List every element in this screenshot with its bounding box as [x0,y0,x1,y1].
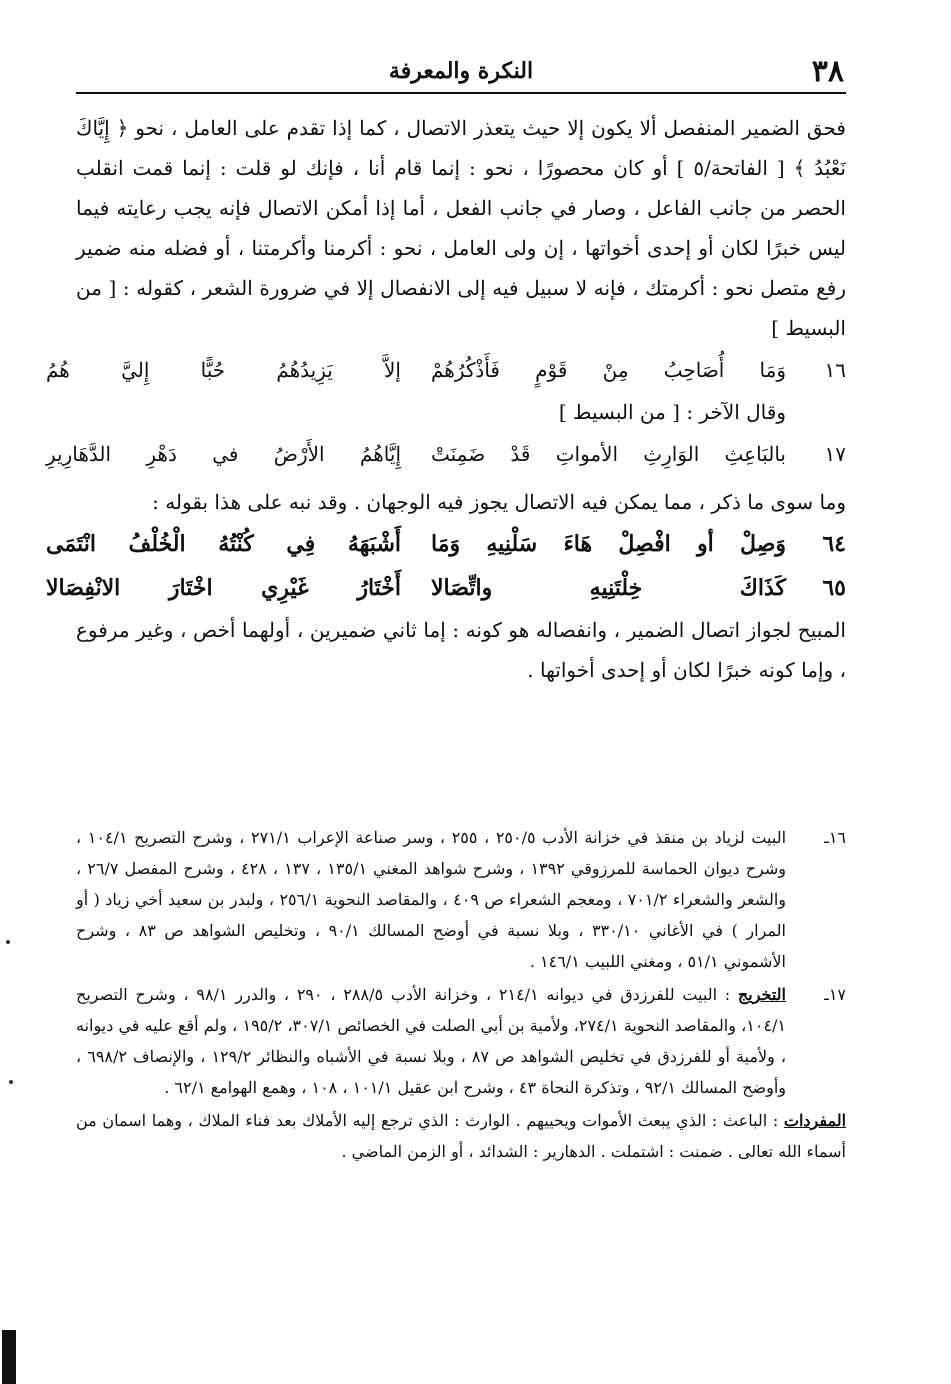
paragraph-1: فحق الضمير المنفصل ألا يكون إلا حيث يتعذر الاتصال ، كما إذا تقدم على العامل ، نحو ﴿ إِيَّاكَ نَعْبُدُ ﴾ [ الفاتحة/٥ ] أو كان محصورًا ، نحو : إنما قام أنا ، فإنك لو قلت : إنما قمت انقلب الحصر من جانب الفاعل ، وصار في جانب الفعل ، أما إذا أمكن الاتصال فإنه يجب رعايته فيما ليس خبرًا لكان أو إحدى أخواتها ، إن ولى العامل ، نحو : أكرمنا وأكرمتنا ، أو فضله منه ضمير رفع متصل نحو : أكرمتك ، فإنه لا سبيل فيه إلى الانفصال إلا في ضرورة الشعر ، كقوله : [ من البسيط ] [76,116,846,340]
paragraph-2: وما سوى ما ذكر ، مما يمكن فيه الاتصال يجوز فيه الوجهان . وقد نبه على هذا بقوله : [152,490,846,514]
page-header [76,52,846,94]
page-number: ٣٨ [811,54,844,89]
verse-number: ٦٤ [822,531,846,557]
verse-first-hemistich: وَصِلْ أو افْصِلْ هَاءَ سَلْنِيهِ وَمَا [431,531,786,557]
footnote-number: ١٧ـ [824,985,846,1004]
verse-second-hemistich: إلاَّ يَزِيدُهُمُ حُبًّا إِليَّ هُمُ [46,358,401,382]
scan-speck [6,940,10,944]
verse-second-hemistich: إِيَّاهُمُ الأَرْضُ في دَهْرِ الدَّهَارِيرِ [46,442,401,466]
footnote-number: ١٦ـ [824,828,846,847]
takhrij-label: التخريج [737,985,786,1004]
footnote-text-wrap [76,979,786,1103]
verse-17 [46,432,846,476]
vocabulary-label: المفردات [783,1111,847,1130]
scan-edge-mark [2,1330,16,1384]
main-text [46,108,846,690]
vocabulary-note [76,1105,846,1167]
verse-second-hemistich: أَشْبَهَهُ فِي كُنْتُهُ الْخُلْفُ انْتَمَى [46,531,401,557]
verse-first-hemistich: بالبَاعِثِ الوَارِثِ الأمواتِ قَدْ ضَمِنَتْ [431,442,786,466]
footnote-16 [76,822,846,977]
verse-number: ١٧ [824,442,846,466]
verse-number: ١٦ [824,358,846,382]
running-title: النكرة والمعرفة [388,58,534,84]
vocabulary-text: : الباعث : الذي يبعث الأموات ويحييهم . الوارث : الذي ترجع إليه الأملاك بعد فناء الملاك ، وهما اسمان من أسماء الله تعالى . ضمنت : اشتملت . الدهارير : الشدائد ، أو الزمن الماضي . [76,1111,846,1161]
verse-16 [46,348,846,392]
paragraph-3: المبيح لجواز اتصال الضمير ، وانفصاله هو كونه : إما ثاني ضميرين ، أولهما أخص ، وغير مرفوع ، وإما كونه خبرًا لكان أو إحدى أخواتها . [76,618,846,682]
verse-number: ٦٥ [822,575,846,601]
scan-speck [9,1080,13,1084]
footnote-17 [76,979,846,1103]
verse-first-hemistich: كَذَاكَ خِلْتَنِيهِ واتِّصَالا [431,575,786,601]
verse-intro: وقال الآخر : [ من البسيط ] [558,400,786,424]
footnote-text: البيت لزياد بن منقذ في خزانة الأدب ٢٥٠/٥ ، ٢٥٥ ، وسر صناعة الإعراب ٢٧١/١ ، وشرح التصريح ١٠٤/١ ، وشرح ديوان الحماسة للمرزوقي ١٣٩٢ ، وشرح شواهد المغني ١٣٥/١ ، ١٣٧ ، ٤٢٨ ، وشرح المفصل ٢٦/٧ ، والشعر والشعراء ٧٠١/٢ ، ومعجم الشعراء ص ٤٠٩ ، والمقاصد النحوية ٢٥٦/١ ، ولبدر بن سعيد أخي زياد ( أو المرار ) في الأغاني ٣٣٠/١٠ ، وبلا نسبة في أوضح المسالك ٩٠/١ ، وتخليص الشواهد ص ٨٣ ، وشرح الأشموني ٥١/١ ، ومغني اللبيب ١٤٦/١ . [76,828,787,971]
verse-65 [46,566,846,610]
verse-second-hemistich: أَخْتَارُ غَيْرِي اخْتَارَ الانْفِصَالا [46,575,401,601]
verse-first-hemistich: وَمَا أُصَاحِبُ مِنْ قَوْمٍ فَأَذْكُرُهُمْ [431,358,786,382]
footnotes [76,822,846,1167]
footnote-text: : البيت للفرزدق في ديوانه ٢١٤/١ ، وخزانة الأدب ٢٨٨/٥ ، ٢٩٠ ، والدرر ٩٨/١ ، وشرح التصريح ١٠٤/١، والمقاصد النحوية ٢٧٤/١، ولأمية بن أبي الصلت في الخصائص ٣٠٧/١، ١٩٥/٢ ، ولم أقع عليه في ديوانه ، ولأمية أو للفرزدق في تخليص الشواهد ص ٨٧ ، وبلا نسبة في الأشباه والنظائر ١٢٩/٢ ، والإنصاف ٦٩٨/٢ ، وأوضح المسالك ٩٢/١ ، وتذكرة النحاة ٤٣ ، وشرح ابن عقيل ١٠١/١ ، ١٠٨ ، وهمع الهوامع ٦٢/١ . [76,985,787,1097]
verse-64 [46,522,846,566]
